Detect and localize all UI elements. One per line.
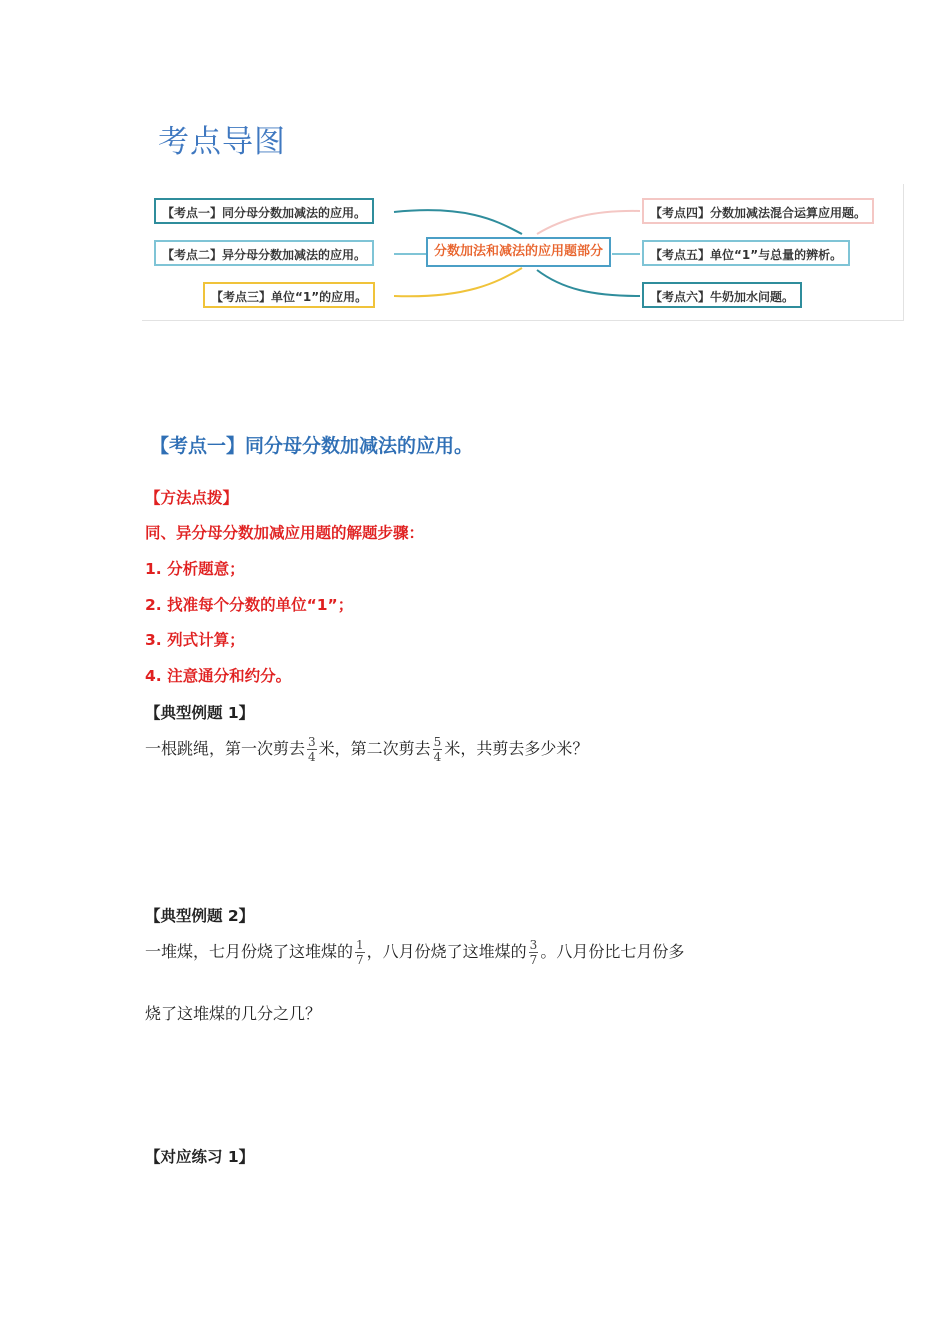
example1-text-a: 一根跳绳，第一次剪去 [145,739,306,758]
example2-label: 【典型例题 2】 [145,907,255,925]
connector-1 [394,210,522,234]
steps-title: 同、异分母分数加减应用题的解题步骤： [145,524,425,542]
example1-question [145,735,588,764]
mindmap-node-1: 【考点一】同分母分数加减法的应用。 [154,198,374,224]
connector-4 [537,211,640,234]
mindmap-node-3: 【考点三】单位“1”的应用。 [203,282,375,308]
fraction-denominator: 7 [529,953,538,967]
fraction [355,938,365,967]
doc-title: 考点导图 [158,124,286,160]
connector-3 [394,268,522,296]
fraction-numerator: 3 [308,735,316,749]
step-4: 4. 注意通分和约分。 [145,667,292,685]
fraction [433,735,443,764]
mindmap-node-5: 【考点五】单位“1”与总量的辨析。 [642,240,850,266]
section-heading: 【考点一】同分母分数加减法的应用。 [150,435,474,457]
step-2: 2. 找准每个分数的单位“1”； [145,596,354,614]
example2-text-b: ，八月份烧了这堆煤的 [366,942,527,961]
example1-label: 【典型例题 1】 [145,704,255,722]
fraction [529,938,539,967]
fraction-numerator: 3 [529,938,538,952]
step-1: 1. 分析题意； [145,560,245,578]
example1-text-b: 米，第二次剪去 [318,739,431,758]
example2-question-line2: 烧了这堆煤的几分之几？ [145,1004,322,1023]
mindmap-node-6: 【考点六】牛奶加水问题。 [642,282,802,308]
example2-text-a: 一堆煤，七月份烧了这堆煤的 [145,942,354,961]
method-title: 【方法点拨】 [145,489,239,507]
fraction-denominator: 4 [308,750,316,764]
practice1-label: 【对应练习 1】 [145,1148,255,1166]
mindmap [142,184,905,322]
example2-text-c: 。八月份比七月份多 [540,942,685,961]
connector-6 [537,270,640,296]
fraction-denominator: 7 [356,953,364,967]
fraction-numerator: 5 [433,735,442,749]
mindmap-node-4: 【考点四】分数加减法混合运算应用题。 [642,198,874,224]
fraction-numerator: 1 [356,938,364,952]
mindmap-node-2: 【考点二】异分母分数加减法的应用。 [154,240,374,266]
example1-text-c: 米，共剪去多少米？ [444,739,589,758]
mindmap-center-node: 分数加法和减法的应用题部分 [426,237,611,267]
example2-question [145,938,684,967]
step-3: 3. 列式计算； [145,631,245,649]
fraction [307,735,317,764]
fraction-denominator: 4 [433,750,442,764]
